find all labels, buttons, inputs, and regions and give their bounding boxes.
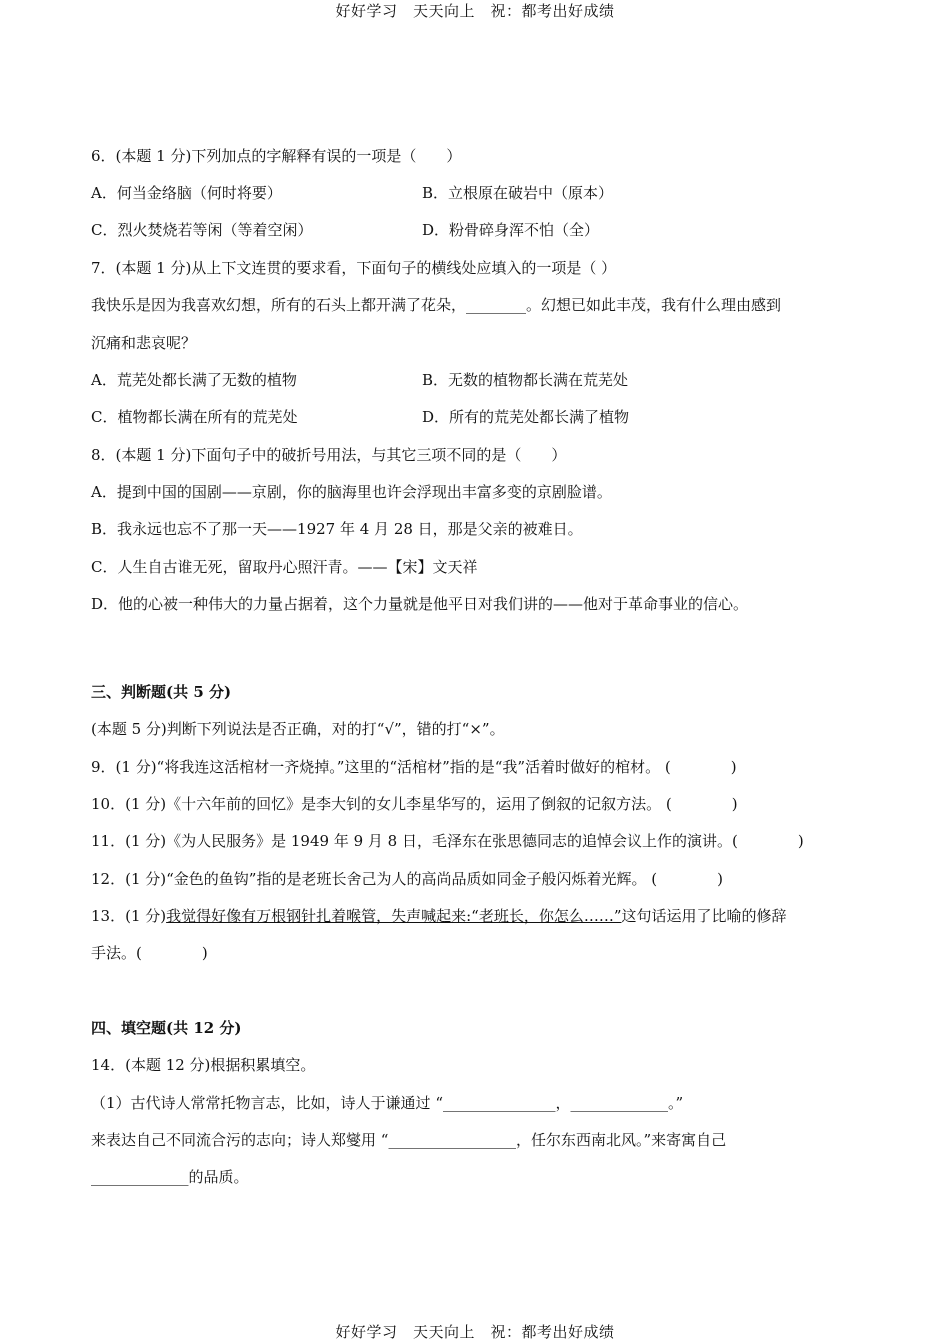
q7-option-d: D．所有的荒芜处都长满了植物 [422, 408, 630, 426]
q6-option-a: A．何当金络脑（何时将要） [91, 184, 282, 202]
q14-line1: （1）古代诗人常常托物言志，比如，诗人于谦通过 “_______________，_____________。” [91, 1094, 684, 1112]
q13-prefix: 13．(1 分) [91, 907, 167, 925]
q8-option-b: B．我永远也忘不了那一天——1927 年 4 月 28 日，那是父亲的被难日。 [91, 520, 583, 538]
q7-passage-line1: 我快乐是因为我喜欢幻想，所有的石头上都开满了花朵，________。幻想已如此丰茂，我有什么理由感到 [91, 296, 782, 314]
q13-suffix: 这句话运用了比喻的修辞 [621, 907, 787, 925]
page-footer: 好好学习 天天向上 祝：都考出好成绩 [335, 1323, 615, 1341]
q14-stem: 14．(本题 12 分)根据积累填空。 [91, 1056, 316, 1074]
q8-option-d: D．他的心被一种伟大的力量占据着，这个力量就是他平日对我们讲的——他对于革命事业的信心。 [91, 595, 749, 613]
section3-intro: (本题 5 分)判断下列说法是否正确，对的打“√”，错的打“×”。 [91, 720, 505, 738]
q7-option-b: B．无数的植物都长满在荒芜处 [422, 371, 629, 389]
q6-option-d: D．粉骨碎身浑不怕（全） [422, 221, 600, 239]
page-header: 好好学习 天天向上 祝：都考出好成绩 [335, 2, 615, 20]
section3-title: 三、判断题(共 5 分) [91, 683, 232, 701]
q13 [91, 905, 787, 926]
q6-option-b: B．立根原在破岩中（原本） [422, 184, 614, 202]
section4-title: 四、填空题(共 12 分) [91, 1019, 242, 1037]
q8-option-c: C．人生自古谁无死，留取丹心照汗青。——【宋】文天祥 [91, 558, 478, 576]
q6-stem: 6．(本题 1 分)下列加点的字解释有误的一项是（ ） [91, 147, 462, 165]
q7-option-a: A．荒芜处都长满了无数的植物 [91, 371, 297, 389]
q8-stem: 8．(本题 1 分)下面句子中的破折号用法，与其它三项不同的是（ ） [91, 446, 567, 464]
q10: 10．(1 分)《十六年前的回忆》是李大钊的女儿李星华写的，运用了倒叙的记叙方法。 ( ) [91, 795, 738, 813]
q11: 11．(1 分)《为人民服务》是 1949 年 9 月 8 日，毛泽东在张思德同志的追悼会议上作的演讲。( ) [91, 832, 804, 850]
q14-line3: _____________的品质。 [91, 1168, 249, 1186]
q7-stem: 7．(本题 1 分)从上下文连贯的要求看，下面句子的横线处应填入的一项是（ ） [91, 259, 617, 277]
q9: 9．(1 分)“将我连这活棺材一齐烧掉。”这里的“活棺材”指的是“我”活着时做好的棺材。 ( ) [91, 758, 737, 776]
q6-option-c: C．烈火焚烧若等闲（等着空闲） [91, 221, 313, 239]
q7-passage-line2: 沉痛和悲哀呢？ [91, 334, 197, 352]
q8-option-a: A．提到中国的国剧——京剧，你的脑海里也许会浮现出丰富多变的京剧脸谱。 [91, 483, 612, 501]
q13-line2: 手法。( ) [91, 944, 208, 962]
q13-underlined-sentence: 我觉得好像有万根钢针扎着喉管，失声喊起来:“老班长，你怎么……” [166, 907, 622, 925]
q7-option-c: C．植物都长满在所有的荒芜处 [91, 408, 298, 426]
q14-line2: 来表达自己不同流合污的志向；诗人郑燮用 “_________________，任尔东西南北风。”来寄寓自己 [91, 1131, 727, 1149]
q12: 12．(1 分)“金色的鱼钩”指的是老班长舍己为人的高尚品质如同金子般闪烁着光辉。 ( ) [91, 870, 723, 888]
